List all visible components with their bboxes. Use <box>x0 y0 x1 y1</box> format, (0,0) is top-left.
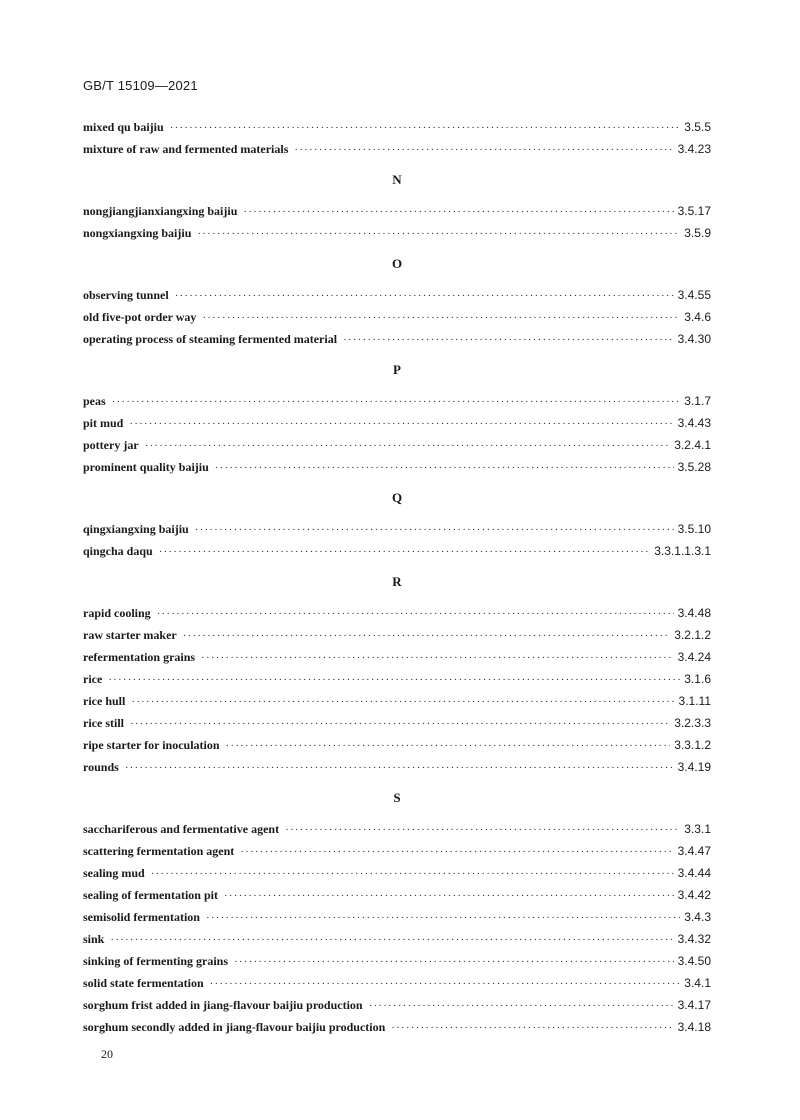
dot-leader <box>294 139 673 161</box>
dot-leader <box>391 1017 673 1039</box>
clause-reference: 3.4.50 <box>677 954 711 968</box>
dot-leader <box>195 519 674 541</box>
dot-leader <box>343 329 674 351</box>
clause-reference: 3.4.43 <box>677 416 711 430</box>
clause-reference: 3.4.42 <box>677 888 711 902</box>
clause-reference: 3.4.3 <box>684 910 711 924</box>
index-term: refermentation grains <box>83 650 196 664</box>
dot-leader <box>201 647 674 669</box>
index-list <box>83 116 711 1038</box>
index-entry <box>83 994 711 1016</box>
index-entry <box>83 712 711 734</box>
section-letter-q: Q <box>391 490 403 505</box>
clause-reference: 3.5.28 <box>677 460 711 474</box>
index-entry <box>83 1016 711 1038</box>
index-term: operating process of steaming fermented material <box>83 332 338 346</box>
clause-reference: 3.1.11 <box>678 694 711 708</box>
index-entry <box>83 950 711 972</box>
clause-reference: 3.2.1.2 <box>674 628 711 642</box>
index-term: qingcha daqu <box>83 544 153 558</box>
dot-leader <box>226 735 671 757</box>
dot-leader <box>131 691 674 713</box>
index-term: sealing mud <box>83 866 145 880</box>
index-entry <box>83 734 711 756</box>
index-entry <box>83 456 711 478</box>
dot-leader <box>175 285 674 307</box>
index-term: sink <box>83 932 105 946</box>
dot-leader <box>243 201 673 223</box>
clause-reference: 3.1.6 <box>684 672 711 686</box>
clause-reference: 3.4.30 <box>677 332 711 346</box>
clause-reference: 3.4.47 <box>677 844 711 858</box>
clause-reference: 3.4.6 <box>684 310 711 324</box>
dot-leader <box>145 435 671 457</box>
clause-reference: 3.4.44 <box>677 866 711 880</box>
dot-leader <box>210 973 681 995</box>
dot-leader <box>369 995 674 1017</box>
clause-reference: 3.5.10 <box>677 522 711 536</box>
clause-reference: 3.3.1.1.3.1 <box>654 544 711 558</box>
index-term: raw starter maker <box>83 628 177 642</box>
index-entry <box>83 602 711 624</box>
index-term: solid state fermentation <box>83 976 204 990</box>
index-term: scattering fermentation agent <box>83 844 235 858</box>
index-term: rice hull <box>83 694 126 708</box>
index-term: old five-pot order way <box>83 310 197 324</box>
index-term: mixed qu baijiu <box>83 120 164 134</box>
index-term: rounds <box>83 760 119 774</box>
index-term: sealing of fermentation pit <box>83 888 218 902</box>
dot-leader <box>197 223 680 245</box>
index-entry <box>83 668 711 690</box>
clause-reference: 3.5.17 <box>677 204 711 218</box>
index-entry <box>83 390 711 412</box>
index-entry <box>83 138 711 160</box>
clause-reference: 3.2.4.1 <box>674 438 711 452</box>
index-term: prominent quality baijiu <box>83 460 209 474</box>
index-entry <box>83 818 711 840</box>
dot-leader <box>110 929 673 951</box>
dot-leader <box>202 307 680 329</box>
section-letter-s: S <box>393 790 401 805</box>
standard-number-header: GB/T 15109—2021 <box>83 78 198 93</box>
index-entry <box>83 624 711 646</box>
index-entry <box>83 306 711 328</box>
clause-reference: 3.3.1 <box>684 822 711 836</box>
index-term: semisolid fermentation <box>83 910 200 924</box>
index-term: sorghum frist added in jiang-flavour baijiu production <box>83 998 363 1012</box>
clause-reference: 3.4.18 <box>677 1020 711 1034</box>
dot-leader <box>170 117 681 139</box>
dot-leader <box>224 885 674 907</box>
dot-leader <box>125 757 674 779</box>
dot-leader <box>151 863 674 885</box>
index-entry <box>83 840 711 862</box>
section-letter-o: O <box>391 256 403 271</box>
dot-leader <box>157 603 674 625</box>
index-entry <box>83 884 711 906</box>
index-term: rapid cooling <box>83 606 151 620</box>
index-term: nongjiangjianxiangxing baijiu <box>83 204 238 218</box>
dot-leader <box>183 625 671 647</box>
clause-reference: 3.4.32 <box>677 932 711 946</box>
index-term: rice <box>83 672 103 686</box>
clause-reference: 3.5.9 <box>684 226 711 240</box>
index-entry <box>83 328 711 350</box>
dot-leader <box>215 457 674 479</box>
index-entry <box>83 518 711 540</box>
index-term: sinking of fermenting grains <box>83 954 229 968</box>
index-term: sacchariferous and fermentative agent <box>83 822 280 836</box>
index-entry <box>83 200 711 222</box>
dot-leader <box>206 907 680 929</box>
dot-leader <box>129 413 673 435</box>
index-entry <box>83 972 711 994</box>
index-term: ripe starter for inoculation <box>83 738 220 752</box>
dot-leader <box>234 951 674 973</box>
clause-reference: 3.4.17 <box>677 998 711 1012</box>
clause-reference: 3.4.55 <box>677 288 711 302</box>
section-letter-n: N <box>392 172 402 187</box>
section-letter-p: P <box>393 362 401 377</box>
clause-reference: 3.2.3.3 <box>674 716 711 730</box>
clause-reference: 3.4.48 <box>677 606 711 620</box>
index-entry <box>83 116 711 138</box>
clause-reference: 3.1.7 <box>684 394 711 408</box>
index-term: pit mud <box>83 416 124 430</box>
clause-reference: 3.3.1.2 <box>674 738 711 752</box>
index-entry <box>83 540 711 562</box>
clause-reference: 3.4.23 <box>677 142 711 156</box>
clause-reference: 3.5.5 <box>684 120 711 134</box>
index-term: nongxiangxing baijiu <box>83 226 192 240</box>
index-term: mixture of raw and fermented materials <box>83 142 289 156</box>
index-entry <box>83 284 711 306</box>
dot-leader <box>285 819 680 841</box>
section-letter-r: R <box>392 574 402 589</box>
index-entry <box>83 434 711 456</box>
clause-reference: 3.4.24 <box>677 650 711 664</box>
index-entry <box>83 862 711 884</box>
index-term: observing tunnel <box>83 288 169 302</box>
index-term: qingxiangxing baijiu <box>83 522 189 536</box>
dot-leader <box>159 541 651 563</box>
index-entry <box>83 756 711 778</box>
dot-leader <box>112 391 681 413</box>
index-entry <box>83 906 711 928</box>
page-number: 20 <box>101 1047 113 1061</box>
dot-leader <box>130 713 670 735</box>
index-term: rice still <box>83 716 124 730</box>
dot-leader <box>240 841 673 863</box>
index-term: peas <box>83 394 106 408</box>
index-term: pottery jar <box>83 438 139 452</box>
index-entry <box>83 222 711 244</box>
index-entry <box>83 690 711 712</box>
index-term: sorghum secondly added in jiang-flavour baijiu production <box>83 1020 386 1034</box>
dot-leader <box>108 669 680 691</box>
index-entry <box>83 646 711 668</box>
clause-reference: 3.4.19 <box>677 760 711 774</box>
index-entry <box>83 928 711 950</box>
index-entry <box>83 412 711 434</box>
clause-reference: 3.4.1 <box>684 976 711 990</box>
